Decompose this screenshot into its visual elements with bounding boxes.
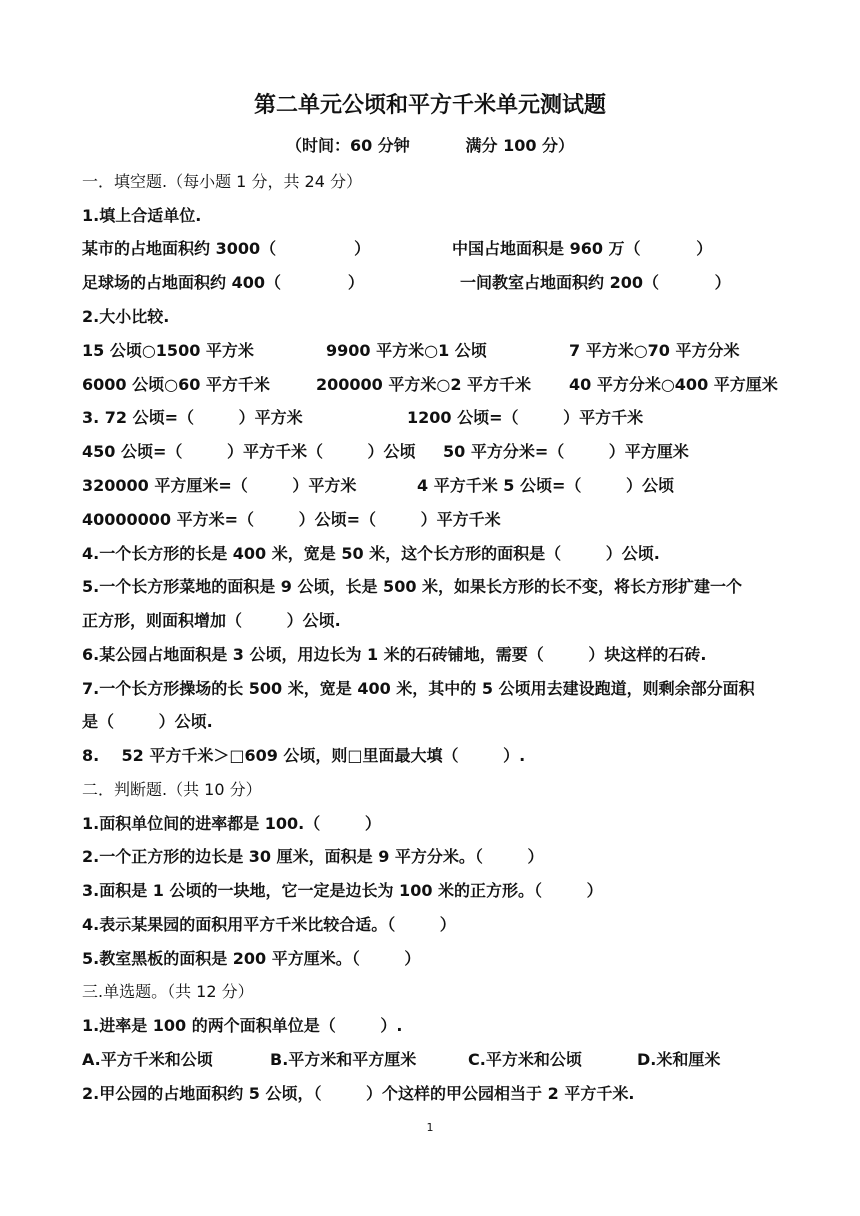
q1-row2-a: 足球场的占地面积约 400（ ）: [82, 273, 364, 292]
q2-row2-b: 200000 平方米○2 平方千米: [316, 375, 532, 394]
q7-line1: 7.一个长方形操场的长 500 米，宽是 400 米，其中的 5 公顷用去建设跑道，则剩余部分面积: [82, 679, 755, 698]
q5-line2: 正方形，则面积增加（ ）公顷.: [82, 611, 341, 630]
q1-row1-b: 中国占地面积是 960 万（ ）: [452, 239, 713, 258]
mc1-option-d: D.米和厘米: [637, 1050, 721, 1069]
page-title: 第二单元公顷和平方千米单元测试题: [253, 93, 606, 118]
q2-row1-b: 9900 平方米○1 公顷: [326, 341, 487, 360]
q3-row1-a: 3. 72 公顷=（ ）平方米: [82, 408, 303, 427]
mc2-stem: 2.甲公园的占地面积约 5 公顷，（ ）个这样的甲公园相当于 2 平方千米.: [82, 1084, 635, 1103]
tf-item-4: 4.表示某果园的面积用平方千米比较合适。（ ）: [82, 915, 456, 934]
q1-row1-a: 某市的占地面积约 3000（ ）: [82, 239, 371, 258]
q2-row1-a: 15 公顷○1500 平方米: [82, 341, 254, 360]
tf-item-5: 5.教室黑板的面积是 200 平方厘米。（ ）: [82, 949, 421, 968]
tf-item-1: 1.面积单位间的进率都是 100.（ ）: [82, 814, 381, 833]
q4: 4.一个长方形的长是 400 米，宽是 50 米，这个长方形的面积是（ ）公顷.: [82, 544, 660, 563]
mc1-option-b: B.平方米和平方厘米: [270, 1050, 417, 1069]
tf-item-2: 2.一个正方形的边长是 30 厘米，面积是 9 平方分米。（ ）: [82, 847, 544, 866]
mc1-stem: 1.进率是 100 的两个面积单位是（ ）.: [82, 1016, 403, 1035]
q3-row1-b: 1200 公顷=（ ）平方千米: [407, 408, 644, 427]
q3-row3-b: 4 平方千米 5 公顷=（ ）公顷: [417, 476, 674, 495]
section3-heading: 三.单选题。（共 12 分）: [82, 982, 254, 1001]
q2-row1-c: 7 平方米○70 平方分米: [569, 341, 740, 360]
q3-row4: 40000000 平方米=（ ）公顷=（ ）平方千米: [82, 510, 501, 529]
mc1-option-c: C.平方米和公顷: [468, 1050, 582, 1069]
section1-heading: 一．填空题.（每小题 1 分，共 24 分）: [82, 172, 362, 191]
q1-label: 1.填上合适单位.: [82, 206, 202, 225]
mc1-option-a: A.平方千米和公顷: [82, 1050, 213, 1069]
q3-row3-a: 320000 平方厘米=（ ）平方米: [82, 476, 357, 495]
q2-row2-a: 6000 公顷○60 平方千米: [82, 375, 270, 394]
q2-label: 2.大小比较.: [82, 307, 170, 326]
q8: 8. 52 平方千米＞□609 公顷，则□里面最大填（ ）.: [82, 746, 526, 765]
q2-row2-c: 40 平方分米○400 平方厘米: [569, 375, 778, 394]
section2-heading: 二．判断题.（共 10 分）: [82, 780, 262, 799]
tf-item-3: 3.面积是 1 公顷的一块地，它一定是边长为 100 米的正方形。（ ）: [82, 881, 603, 900]
q3-row2-b: 50 平方分米=（ ）平方厘米: [443, 442, 689, 461]
page-number: 1: [426, 1121, 434, 1134]
page-subtitle: （时间：60 分钟 满分 100 分）: [285, 136, 575, 155]
q1-row2-b: 一间教室占地面积约 200（ ）: [460, 273, 731, 292]
q7-line2: 是（ ）公顷.: [82, 712, 213, 731]
q5-line1: 5.一个长方形菜地的面积是 9 公顷，长是 500 米，如果长方形的长不变，将长方形扩建一个: [82, 577, 743, 596]
q6: 6.某公园占地面积是 3 公顷，用边长为 1 米的石砖铺地，需要（ ）块这样的石砖.: [82, 645, 707, 664]
q3-row2-a: 450 公顷=（ ）平方千米（ ）公顷: [82, 442, 416, 461]
